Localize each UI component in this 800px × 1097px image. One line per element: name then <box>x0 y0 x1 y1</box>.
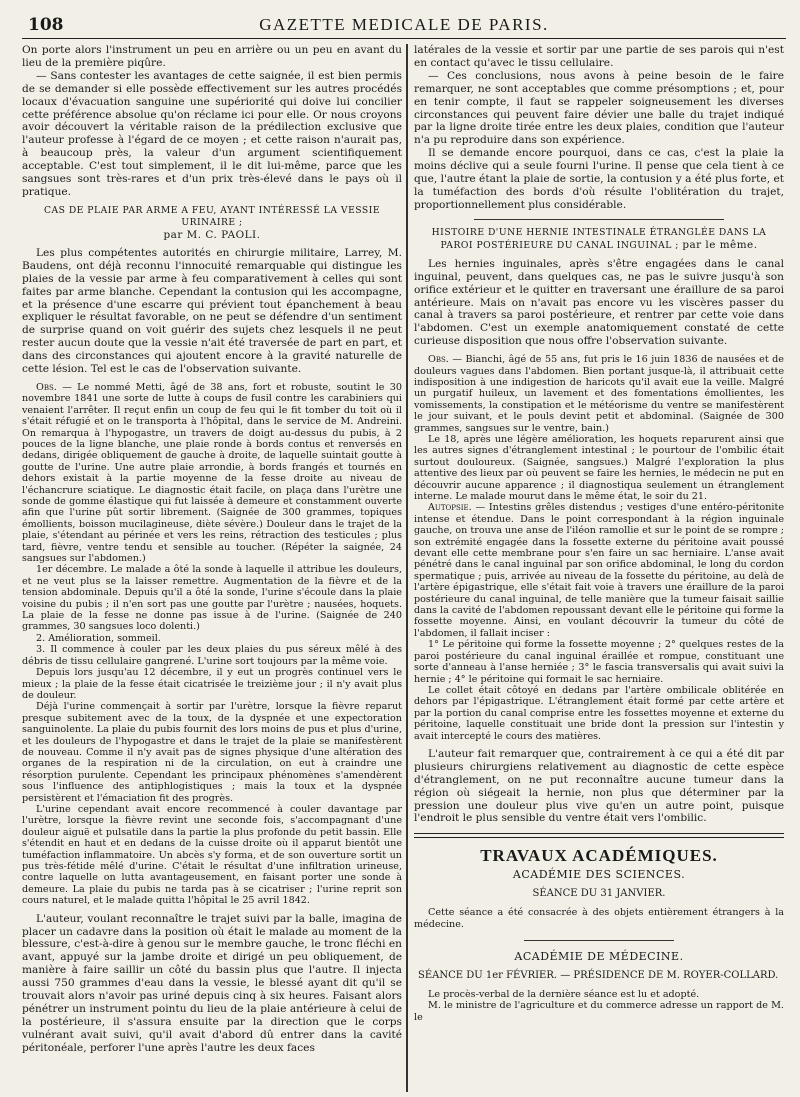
paragraph: — Ces conclusions, nous avons à peine besoin de le faire remarquer, ne sont acceptables que comme présomptions ; et, pour en tenir compte, il faut se rappeler soigneusement les diverses circonstances qui peuvent faire dévier une balle du trajet indiqué par la ligne droite tirée entre les deux plaies, condition que l'auteur n'a pu reproduire dans son expérience. <box>414 69 784 147</box>
observation-block <box>414 354 784 742</box>
page-header <box>22 12 786 39</box>
paragraph: Les plus compétentes autorités en chirurgie militaire, Larrey, M. Baudens, ont déjà reconnu l'innocuité remarquable qui distingue les plaies de la vessie par arme à feu comparativement à celles qui sont faites par arme blanche. Cependant la contusion qui les accompagne, et la présence d'une escarre qui prévient tout épanchement à beau expliquer le résultat favorable, on ne peut se défendre d'un sentiment de surprise quand on voit guérir des sujets chez lesquels il ne peut rester aucun doute que la vessie n'ait été traversée de part en part, et dans des circonstances qui ajoutent encore à la gravité naturelle de cette lésion. Tel est le cas de l'observation suivante. <box>22 246 402 376</box>
observation-block <box>22 382 402 907</box>
observation-paragraph: L'urine cependant avait encore recommencé à couler davantage par l'urètre, lorsque la fièvre revint une seconde fois, s'accompagnant d'une douleur aiguë et pulsatile dans la partie la plus profonde du petit bassin. Elle s'étendit en haut et en dedans de la cuisse droite où il apparut bientôt une tuméfaction inflammatoire. Un abcès s'y forma, et de son ouverture sortit un pus très-fétide mêlé d'urine. C'était le résultat d'une infiltration urineuse, contre laquelle on lutta avantageusement, en faisant porter une sonde à demeure. La plaie du pubis ne tarda pas à se cicatriser ; l'urine reprit son cours naturel, et le malade quitta l'hôpital le 25 avril 1842. <box>22 803 402 907</box>
obs-label: Obs. <box>428 354 449 366</box>
observation-paragraph: Le 18, après une légère amélioration, les hoquets reparurent ainsi que les autres signes d'étranglement intestinal ; le pourtour de l'ombilic était surtout douloureux. (Saignée, sangsues.) Malgré l'exploration la plus attentive des lieux par où peuvent se faire les hernies, le médecin ne put en découvrir aucune apparence ; il diagnostiqua seulement un étranglement interne. Le malade mourut dans le même état, le soir du 21. <box>414 433 784 502</box>
paragraph: Le procès-verbal de la dernière séance est lu et adopté. <box>428 988 700 1000</box>
paragraph: Les hernies inguinales, après s'être engagées dans le canal inguinal, peuvent, dans quelques cas, ne pas le suivre jusqu'à son orifice extérieur et le quitter en traversant une éraillure de sa paroi antérieure. Mais on n'avait pas encore vu les viscères passer du canal à travers sa paroi postérieure, et rentrer par cette voie dans l'abdomen. C'est un exemple anatomiquement constaté de cette curieuse disposition que nous offre l'observation suivante. <box>414 257 784 348</box>
academy-heading: ACADÉMIE DES SCIENCES. <box>512 868 686 882</box>
observation-paragraph: Déjà l'urine commençait à sortir par l'urètre, lorsque la fièvre reparut presque subitement avec de la toux, de la dyspnée et une expectoration sanguinolente. La plaie du pubis fournit des lors moins de pus et plus d'urine, et les douleurs de l'hypogastre et dans le trajet de la plaie se manifestèrent de nouveau. Comme il n'y avait pas de signes physique d'une altération des organes de la respiration ni de la circulation, on eut à craindre une résorption purulente. Cependant les principaux phénomènes s'amendèrent sous l'influence des antiphlogistiques ; mais la toux et la dyspnée persistèrent et l'émaciation fit des progrès. <box>22 701 402 804</box>
right-column <box>414 44 784 1092</box>
obs-label: Obs. <box>36 381 57 393</box>
column-divider <box>406 44 408 1092</box>
paragraph: M. le ministre de l'agriculture et du commerce adresse un rapport de M. le <box>414 1000 784 1023</box>
section-title: CAS DE PLAIE PAR ARME A FEU, AYANT INTÉRESSÉ LA VESSIE URINAIRE ; <box>43 204 381 228</box>
section-title: HISTOIRE D'UNE HERNIE INTESTINALE ÉTRANGLÉE DANS LA PAROI POSTÉRIEURE DU CANAL INGUINAL ; <box>431 226 767 251</box>
obs-text: — Le nommé Metti, âgé de 38 ans, fort et robuste, soutint le 30 novembre 1841 une sorte de lutte à coups de fusil contre les carabiniers qui venaient l'arrêter. Il reçut enfin un coup de feu qui le fit tomber du toit où il s'était réfugié et on le transporta à l'hôpital, dans le service de M. Andreini. On remarqua à l'hypogastre, un travers de doigt au-dessus du pubis, à 2 pouces de la ligne blanche, une plaie ronde à bords contus et renversés en dedans, dirigée obliquement de gauche à droite, de laquelle suintait goutte à goutte de l'urine. Une autre plaie arrondie, à bords frangés et tournés en dehors existait à la partie moyenne de la fesse droite au niveau de l'échancrure sciatique. Le diagnostic était facile, on plaça dans l'urètre une sonde de gomme élastique qui fut laissée à demeure et constamment ouverte afin que l'urine pût sortir librement. (Saignée de 300 grammes, topiques émollients, boisson mucilagineuse, diète sévère.) Douleur dans le trajet de la plaie, s'étendant au périnée et vers les reins, rétraction des testicules ; plus tard, fièvre, ventre tendu et sensible au toucher. (Répéter la saignée, 24 sangsues sur l'abdomen.) <box>22 381 402 565</box>
autopsie-label: Autopsie. <box>428 502 472 514</box>
paragraph: L'auteur, voulant reconnaître le trajet suivi par la balle, imagina de placer un cadavre dans la position où était le malade au moment de la blessure, c'est-à-dire à genou sur le membre gauche, le tronc fléchi en avant, appuyé sur la jambe droite et dirigé un peu obliquement, de manière à faire saillir un côté du bassin plus que l'autre. Il injecta aussi 750 grammes d'eau dans la vessie, le blessé ayant dit qu'il se trouvait alors n'avoir pas uriné depuis cinq à six heures. Faisant alors pénétrer un instrument pointu du lieu de la plaie antérieure à celui de la postérieure, il s'assura ensuite par la direction que le corps vulnérant avait suivi, qu'il avait d'abord dû entrer dans la cavité péritonéale, perforer l'une après l'autre les deux faces <box>22 912 402 1054</box>
observation-paragraph: Depuis lors jusqu'au 12 décembre, il y eut un progrès continuel vers le mieux ; la plaie de la fesse était cicatrisée le treizième jour ; il n'y avait plus de douleur. <box>22 667 402 701</box>
paragraph: L'auteur fait remarquer que, contrairement à ce qui a été dit par plusieurs chirurgiens relativement au diagnostic de cette espèce d'étranglement, on ne put reconnaître aucune tumeur dans la région où siégeait la hernie, non plus que déterminer par la pression une douleur plus vive qu'en un autre point, puisque l'endroit le plus sensible du ventre était vers l'ombilic. <box>414 747 784 825</box>
observation-paragraph <box>414 502 784 639</box>
observation-paragraph <box>22 382 402 565</box>
academy-heading: ACADÉMIE DE MÉDECINE. <box>514 949 684 963</box>
obs-text: — Bianchi, âgé de 55 ans, fut pris le 16 juin 1836 de nausées et de douleurs vagues dans l'abdomen. Bien portant jusque-là, il attribuait cette indisposition à une indigestion de haricots qu'il avait eue la veille. Malgré un purgatif huileux, un lavement et des fomentations émollientes, les vomissements, la constipation et le météorisme du ventre se manifestèrent le jour suivant, et le pouls devint petit et abdominal. (Saignée de 300 grammes, sangsues sur le ventre, bain.) <box>414 354 784 434</box>
paragraph: Cette séance a été consacrée à des objets entièrement étrangers à la médecine. <box>414 907 784 930</box>
section-author: par le même. <box>682 238 758 251</box>
section-double-rule <box>414 833 784 838</box>
observation-paragraph: 2. Amélioration, sommeil. <box>36 632 161 644</box>
observation-paragraph: 1° Le péritoine qui forme la fossette moyenne ; 2° quelques restes de la paroi postérieure du canal inguinal éraillée et rompue, constituant une sorte d'anneau à l'anse herniée ; 3° le fascia transversalis qui avait suivi la hernie ; 4° le péritoine qui formait le sac herniaire. <box>414 639 784 685</box>
paragraph: Il se demande encore pourquoi, dans ce cas, c'est la plaie la moins déclive qui a seule fourni l'urine. Il pense que cela tient à ce que, l'autre étant la plaie de sortie, la contusion y a été plus forte, et la tuméfaction des bords d'où résulte l'oblitération du trajet, proportionnellement plus considérable. <box>414 147 784 211</box>
observation-paragraph: 3. Il commence à couler par les deux plaies du pus séreux mêlé à des débris de tissu cellulaire gangrené. L'urine sort toujours par la même voie. <box>22 644 402 667</box>
observation-paragraph: Le collet était côtoyé en dedans par l'artère ombilicale oblitérée en dehors par l'épigastrique. L'étranglement était formé par cette artère et par la portion du canal comprise entre les fossettes moyenne et externe du péritoine, laquelle constituait une bride dont la pression sur l'intestin y avait intercepté le cours des matières. <box>414 684 784 742</box>
section-heading <box>22 205 402 241</box>
separator-rule <box>474 219 724 220</box>
session-heading: SÉANCE DU 31 JANVIER. <box>532 888 666 900</box>
paragraph: latérales de la vessie et sortir par une partie de ses parois qui n'est en contact qu'avec le tissu cellulaire. <box>414 44 784 69</box>
observation-paragraph <box>414 354 784 434</box>
journal-title: GAZETTE MEDICALE DE PARIS. <box>259 15 549 34</box>
session-heading: SÉANCE DU 1er FÉVRIER. — PRÉSIDENCE DE M. ROYER-COLLARD. <box>418 969 779 981</box>
autopsie-text: — Intestins grêles distendus ; vestiges d'une entéro-péritonite intense et étendue. Dans le point correspondant à la région inguinale gauche, on trouva une anse de l'iléon ramollie et sur le point de se rompre ; son extrémité engagée dans la fossette externe du péritoine avait poussé devant elle cette membrane pour s'en faire un sac herniaire. L'anse avait pénétré dans le canal inguinal par son orifice abdominal, le long du cordon spermatique ; puis, arrivée au niveau de la fossette du péritoine, au delà de l'artère épigastrique, elle s'était fait voie à travers une éraillure de la paroi postérieure du canal inguinal, de telle manière que la tumeur faisait saillie dans la cavité de l'abdomen repoussant devant elle le péritoine qui forme la fossette moyenne. Ainsi, en voulant découvrir la tumeur du côté de l'abdomen, il fallait inciser : <box>414 502 784 639</box>
separator-rule <box>524 940 674 941</box>
page-number: 108 <box>28 15 64 35</box>
section-author: par M. C. PAOLI. <box>163 228 261 241</box>
section-heading <box>414 227 784 252</box>
paragraph: — Sans contester les avantages de cette saignée, il est bien permis de se demander si elle possède effectivement sur les autres procédés locaux d'évacuation sanguine une supériorité qui doive lui concilier cette préférence absolue qu'on réclame ici pour elle. Or nous croyons avoir découvert la véritable raison de la prédilection exclusive que l'auteur professe à l'égard de ce moyen ; et cette raison n'aurait pas, à beaucoup près, la valeur d'un argument scientifiquement acceptable. C'est tout simplement, il le dit lui-même, parce que les sangsues sont très-rares et d'un prix très-élevé dans le pays où il pratique. <box>22 69 402 198</box>
left-column <box>22 44 402 1092</box>
travaux-heading: TRAVAUX ACADÉMIQUES. <box>480 846 718 866</box>
paragraph: On porte alors l'instrument un peu en arrière ou un peu en avant du lieu de la première piqûre. <box>22 44 402 69</box>
observation-paragraph: 1er décembre. Le malade a ôté la sonde à laquelle il attribue les douleurs, et ne veut plus se la laisser remettre. Augmentation de la fièvre et de la tension abdominale. Depuis qu'il a ôté la sonde, l'urine s'écoule dans la plaie voisine du pubis ; il n'en sort pas une goutte par l'urètre ; nausées, hoquets. La plaie de la fesse ne donne pas issue à de l'urine. (Saignée de 240 grammes, 30 sangsues loco dolenti.) <box>22 564 402 633</box>
